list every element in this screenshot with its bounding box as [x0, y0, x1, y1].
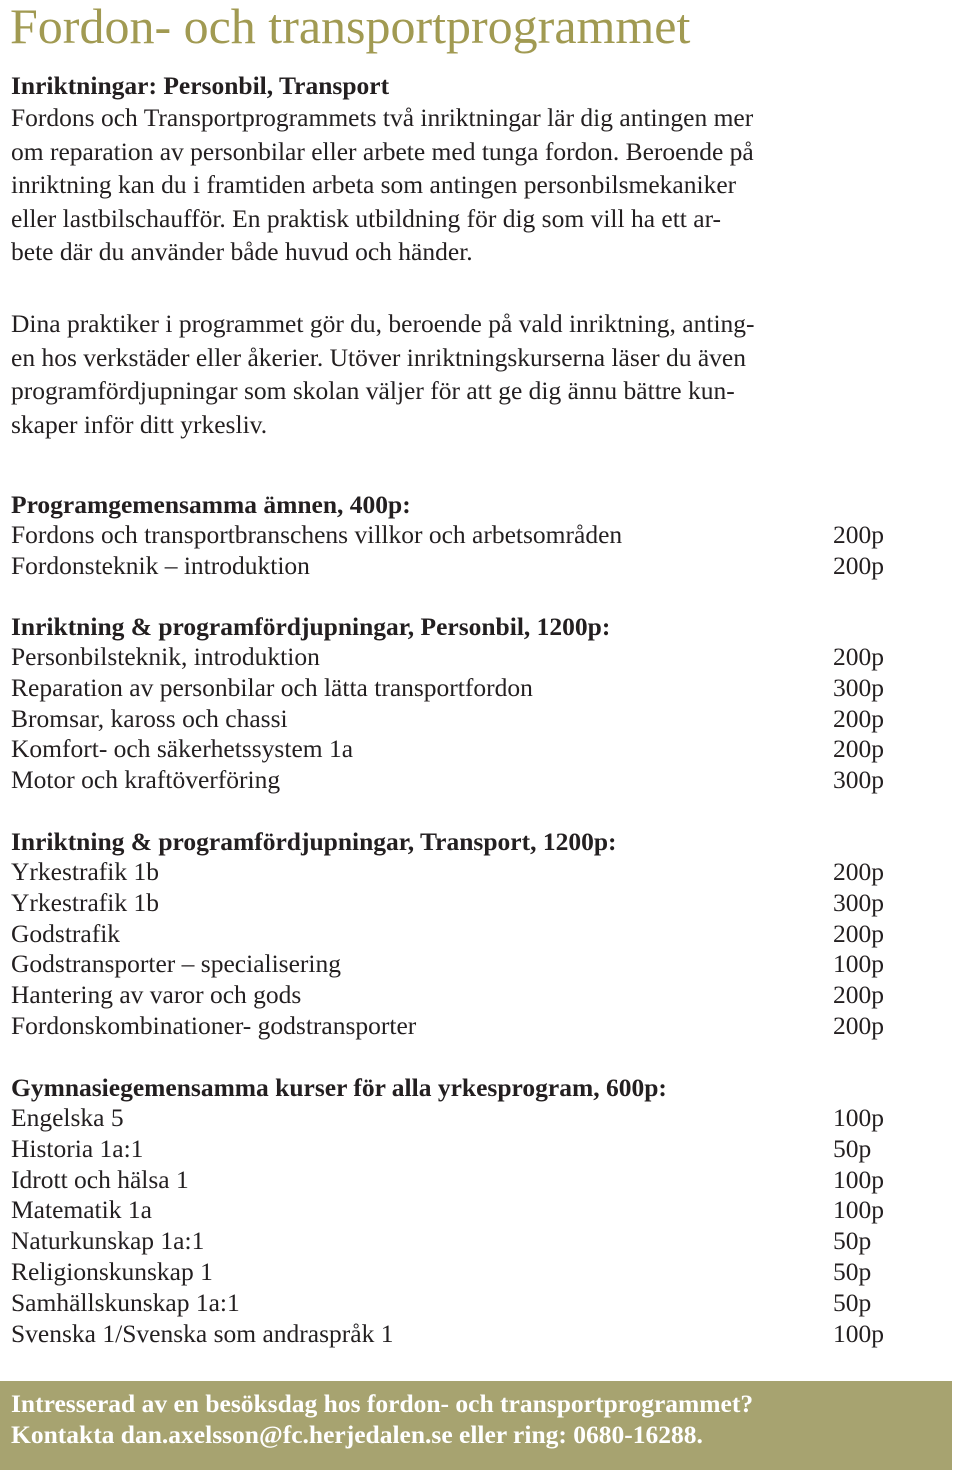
course-row — [11, 857, 901, 888]
inriktningar-heading: Inriktningar: Personbil, Transport — [11, 71, 390, 100]
course-points: 300p — [833, 765, 884, 795]
footer-line-1: Intresserad av en besöksdag hos fordon- och transportprogrammet? — [11, 1389, 754, 1418]
course-row — [11, 673, 901, 704]
course-points: 200p — [833, 520, 884, 549]
course-name: Fordonskombinationer- godstransporter — [11, 1010, 417, 1040]
course-row — [11, 1165, 901, 1196]
course-row — [11, 642, 901, 673]
course-points: 200p — [833, 1010, 884, 1040]
course-points: 100p — [833, 1195, 884, 1225]
course-name: Engelska 5 — [11, 1103, 124, 1132]
course-row — [11, 1226, 901, 1257]
intro-line: Fordons och Transportprogrammets två inriktningar lär dig antingen mer — [11, 103, 754, 132]
praktik-paragraph — [11, 307, 946, 441]
course-points: 100p — [833, 949, 884, 979]
course-name: Matematik 1a — [11, 1195, 152, 1225]
course-points: 200p — [833, 734, 884, 764]
course-row — [11, 888, 901, 919]
page-title: Fordon- och transportprogrammet — [10, 0, 691, 54]
course-row — [11, 551, 901, 582]
course-row — [11, 1257, 901, 1288]
course-list-gymnasiegemensamma — [11, 1103, 901, 1349]
course-points: 100p — [833, 1103, 884, 1132]
course-row — [11, 1319, 901, 1350]
course-name: Motor och kraftöverföring — [11, 765, 281, 795]
intro-line: inriktning kan du i framtiden arbeta som antingen personbilsmekaniker — [11, 170, 737, 199]
course-points: 200p — [833, 857, 884, 886]
praktik-line: skaper inför ditt yrkesliv. — [11, 409, 268, 439]
course-row — [11, 704, 901, 735]
course-points: 50p — [833, 1287, 872, 1317]
course-name: Hantering av varor och gods — [11, 980, 302, 1010]
course-points: 200p — [833, 642, 884, 671]
course-name: Godstransporter – specialisering — [11, 949, 341, 979]
course-row — [11, 1134, 901, 1165]
course-row — [11, 1103, 901, 1134]
praktik-line: Dina praktiker i programmet gör du, beroende på vald inriktning, anting- — [11, 309, 755, 338]
course-list-personbil — [11, 642, 901, 796]
section-heading-personbil: Inriktning & programfördjupningar, Personbil, 1200p: — [11, 612, 611, 641]
course-name: Yrkestrafik 1b — [11, 857, 159, 886]
course-name: Samhällskunskap 1a:1 — [11, 1287, 240, 1317]
course-name: Fordonsteknik – introduktion — [11, 550, 310, 580]
course-points: 200p — [833, 550, 884, 580]
course-row — [11, 1288, 901, 1319]
course-points: 50p — [833, 1226, 872, 1256]
course-name: Komfort- och säkerhetssystem 1a — [11, 734, 354, 764]
intro-line: eller lastbilschaufför. En praktisk utbildning för dig som vill ha ett ar- — [11, 203, 722, 233]
course-points: 100p — [833, 1318, 884, 1348]
course-name: Idrott och hälsa 1 — [11, 1164, 189, 1194]
footer-line-2[interactable]: Kontakta dan.axelsson@fc.herjedalen.se eller ring: 0680-16288. — [11, 1420, 703, 1449]
course-name: Yrkestrafik 1b — [11, 887, 159, 917]
course-points: 50p — [833, 1256, 872, 1286]
section-heading-gymnasiegemensamma: Gymnasiegemensamma kurser för alla yrkesprogram, 600p: — [11, 1073, 667, 1102]
course-name: Reparation av personbilar och lätta transportfordon — [11, 672, 533, 702]
course-name: Fordons och transportbranschens villkor och arbetsområden — [11, 520, 623, 549]
praktik-line: programfördjupningar som skolan väljer för att ge dig ännu bättre kun- — [11, 376, 735, 405]
course-name: Svenska 1/Svenska som andraspråk 1 — [11, 1318, 394, 1348]
course-row — [11, 1011, 901, 1042]
course-name: Naturkunskap 1a:1 — [11, 1226, 205, 1256]
intro-paragraph — [11, 101, 946, 269]
course-points: 300p — [833, 887, 884, 917]
course-row — [11, 1195, 901, 1226]
course-name: Religionskunskap 1 — [11, 1256, 213, 1286]
section-heading-programgemensamma: Programgemensamma ämnen, 400p: — [11, 490, 411, 519]
course-row — [11, 520, 901, 551]
course-name: Bromsar, kaross och chassi — [11, 703, 288, 733]
intro-line: bete där du använder både huvud och händer. — [11, 237, 473, 266]
course-points: 200p — [833, 918, 884, 948]
intro-line: om reparation av personbilar eller arbete med tunga fordon. Beroende på — [11, 136, 754, 166]
course-row — [11, 765, 901, 796]
course-row — [11, 980, 901, 1011]
course-list-transport — [11, 857, 901, 1042]
course-row — [11, 919, 901, 950]
contact-footer — [0, 1381, 952, 1470]
course-points: 200p — [833, 703, 884, 733]
section-heading-transport: Inriktning & programfördjupningar, Transport, 1200p: — [11, 827, 617, 856]
course-name: Godstrafik — [11, 918, 121, 948]
course-points: 100p — [833, 1164, 884, 1194]
praktik-line: en hos verkstäder eller åkerier. Utöver inriktningskurserna läser du även — [11, 342, 746, 372]
course-name: Historia 1a:1 — [11, 1133, 144, 1163]
course-row — [11, 734, 901, 765]
course-points: 50p — [833, 1133, 872, 1163]
course-row — [11, 949, 901, 980]
course-points: 200p — [833, 980, 884, 1010]
course-points: 300p — [833, 672, 884, 702]
course-list-programgemensamma — [11, 520, 901, 582]
course-name: Personbilsteknik, introduktion — [11, 642, 320, 671]
